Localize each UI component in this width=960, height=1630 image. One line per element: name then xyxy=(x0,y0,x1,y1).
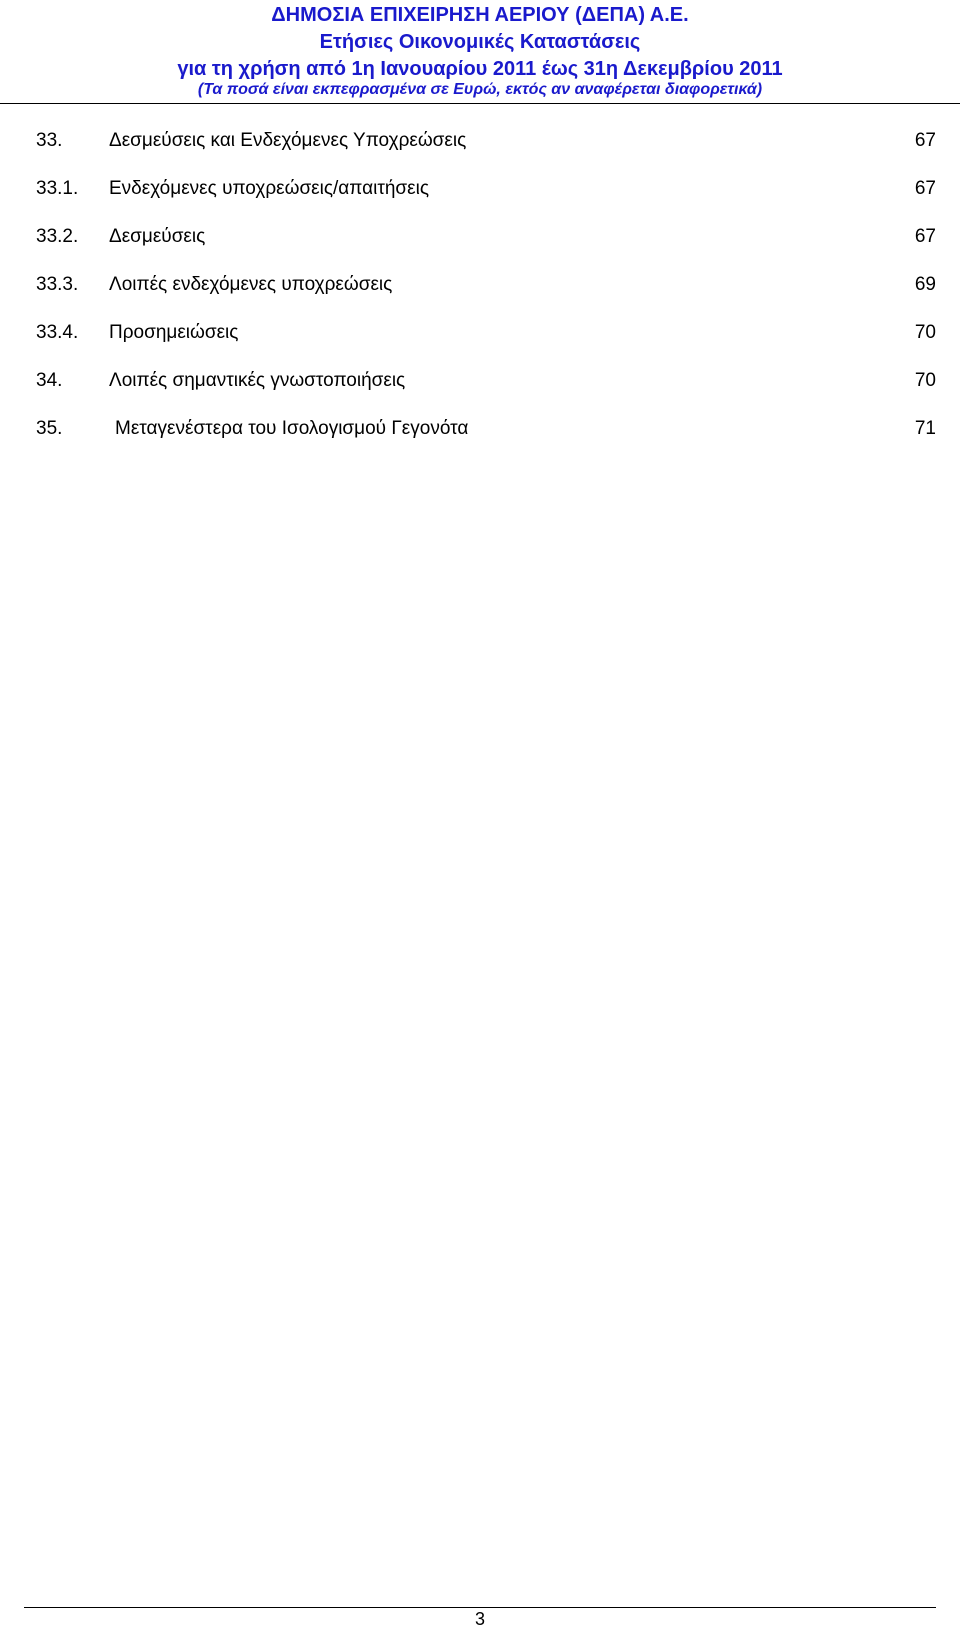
toc-entry-page: 71 xyxy=(914,418,936,439)
currency-note: (Τα ποσά είναι εκπεφρασμένα σε Ευρώ, εκτός αν αναφέρεται διαφορετικά) xyxy=(197,81,763,98)
toc-entry[interactable] xyxy=(36,222,936,270)
toc-entry-page: 67 xyxy=(914,226,936,247)
toc-entry[interactable] xyxy=(36,126,936,174)
toc-entry-page: 70 xyxy=(914,370,936,391)
toc-entry[interactable] xyxy=(36,174,936,222)
toc-entry-title: Δεσμεύσεις και Ενδεχόμενες Υποχρεώσεις xyxy=(109,130,467,151)
toc-entry[interactable] xyxy=(36,270,936,318)
toc-entry-number: 35. xyxy=(36,418,63,439)
document-header xyxy=(0,0,960,104)
toc-entry-number: 33.1. xyxy=(36,178,79,199)
company-name: ΔΗΜΟΣΙΑ ΕΠΙΧΕΙΡΗΣΗ ΑΕΡΙΟΥ (ΔΕΠΑ) Α.Ε. xyxy=(271,4,689,26)
toc-entry-page: 69 xyxy=(914,274,936,295)
toc-entry-title: Λοιπές ενδεχόμενες υποχρεώσεις xyxy=(109,274,393,295)
toc-entry[interactable] xyxy=(36,414,936,462)
toc-entry-number: 34. xyxy=(36,370,63,391)
toc-entry-title: Δεσμεύσεις xyxy=(109,226,206,247)
toc-entry-title: Προσημειώσεις xyxy=(109,322,239,343)
toc-entry[interactable] xyxy=(36,318,936,366)
toc-entry-number: 33.2. xyxy=(36,226,79,247)
page-number: 3 xyxy=(474,1609,485,1629)
toc-entry-title: Μεταγενέστερα του Ισολογισμού Γεγονότα xyxy=(115,418,469,439)
toc-entry-title: Λοιπές σημαντικές γνωστοποιήσεις xyxy=(109,370,406,391)
toc-entry-page: 70 xyxy=(914,322,936,343)
toc-entry-number: 33.4. xyxy=(36,322,79,343)
toc-entry-title: Ενδεχόμενες υποχρεώσεις/απαιτήσεις xyxy=(109,178,429,199)
report-period: για τη χρήση από 1η Ιανουαρίου 2011 έως 31η Δεκεμβρίου 2011 xyxy=(177,58,783,80)
toc-entry[interactable] xyxy=(36,366,936,414)
toc-entry-page: 67 xyxy=(914,130,936,151)
report-title: Ετήσιες Οικονομικές Καταστάσεις xyxy=(319,31,641,53)
table-of-contents xyxy=(36,126,936,462)
toc-entry-page: 67 xyxy=(914,178,936,199)
toc-entry-number: 33.3. xyxy=(36,274,79,295)
toc-entry-number: 33. xyxy=(36,130,63,151)
